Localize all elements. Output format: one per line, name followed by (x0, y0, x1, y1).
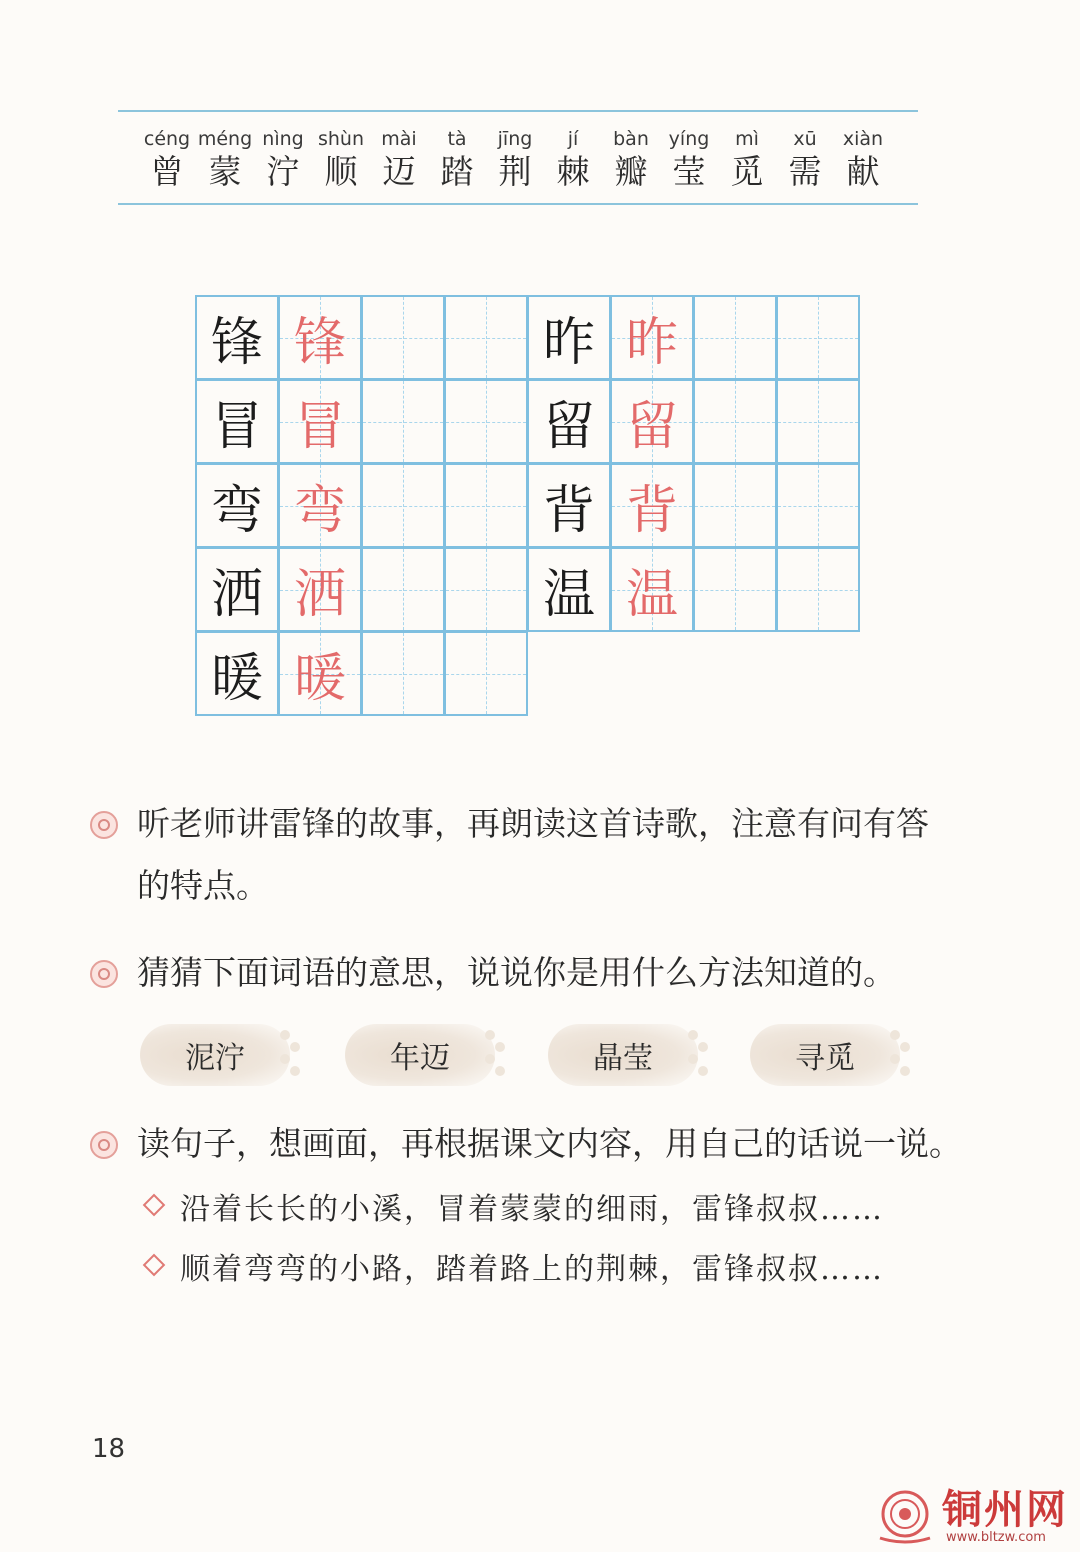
band-top-rule (118, 110, 918, 112)
footprint-toe (495, 1066, 505, 1076)
band-bottom-rule (118, 203, 918, 205)
practice-cell[interactable] (776, 547, 860, 632)
practice-cell[interactable] (776, 379, 860, 464)
practice-cell[interactable] (444, 295, 528, 380)
footprint-toe (900, 1066, 910, 1076)
hanzi: 泞 (266, 152, 300, 191)
sentence-1: 沿着长长的小溪，冒着蒙蒙的细雨，雷锋叔叔…… (180, 1192, 884, 1227)
watermark-url: www.bltzw.com (946, 1530, 1046, 1545)
trace-char-cell (278, 631, 362, 716)
trace-char-cell (278, 379, 362, 464)
hanzi: 棘 (556, 152, 590, 191)
footprint-toe (280, 1054, 290, 1064)
footprint-toe (688, 1030, 698, 1040)
word-footprint: 泥泞 (140, 1024, 290, 1086)
exercise-2-text: 猜猜下面词语的意思，说说你是用什么方法知道的。 (137, 953, 896, 992)
trace-char-cell (610, 379, 694, 464)
pinyin: yíng (668, 128, 710, 150)
practice-cell[interactable] (444, 379, 528, 464)
hanzi: 瓣 (614, 152, 648, 191)
trace-char: 背 (625, 481, 678, 541)
model-char-cell (195, 295, 279, 380)
pinyin: mì (735, 128, 759, 150)
exercise-bullet-icon (90, 960, 118, 988)
model-char: 洒 (210, 565, 263, 625)
model-char-cell (195, 547, 279, 632)
pinyin: bàn (613, 128, 649, 150)
practice-cell[interactable] (444, 631, 528, 716)
practice-cell[interactable] (693, 547, 777, 632)
exercise-bullet-icon (90, 811, 118, 839)
practice-cell[interactable] (444, 463, 528, 548)
model-char: 弯 (210, 481, 263, 541)
footprint-toe (280, 1030, 290, 1040)
pinyin: nìng (262, 128, 304, 150)
pinyin: céng (143, 128, 191, 150)
exercise-bullet-icon (90, 1131, 118, 1159)
trace-char-cell (610, 463, 694, 548)
reading-char (546, 126, 600, 192)
pinyin: tà (447, 128, 467, 150)
model-char: 背 (542, 481, 595, 541)
exercise-1-line-2: 的特点。 (137, 866, 269, 905)
trace-char: 昨 (625, 313, 678, 373)
footprint-toe (890, 1054, 900, 1064)
trace-char: 弯 (293, 481, 346, 541)
footprint-toe (290, 1042, 300, 1052)
reading-char (778, 126, 832, 192)
hanzi: 迈 (382, 152, 416, 191)
pinyin: shùn (317, 128, 365, 150)
practice-cell[interactable] (361, 379, 445, 464)
pinyin: xiàn (842, 128, 884, 150)
footprint-toe (688, 1054, 698, 1064)
reading-char (256, 126, 310, 192)
model-char-cell (527, 295, 611, 380)
exercise-1-line-1: 听老师讲雷锋的故事，再朗读这首诗歌，注意有问有答 (137, 804, 929, 843)
trace-char-cell (278, 463, 362, 548)
practice-cell[interactable] (361, 631, 445, 716)
model-char-cell (195, 463, 279, 548)
trace-char: 暖 (293, 649, 346, 709)
footprint-toe (698, 1042, 708, 1052)
reading-char (720, 126, 774, 192)
word-footprint: 晶莹 (548, 1024, 698, 1086)
page-number: 18 (92, 1434, 126, 1464)
pinyin: jīng (497, 128, 533, 150)
footprint-toe (890, 1030, 900, 1040)
reading-characters (140, 126, 900, 192)
trace-char: 锋 (293, 313, 346, 373)
practice-cell[interactable] (776, 463, 860, 548)
diamond-bullet-icon (143, 1194, 166, 1217)
trace-char-cell (610, 295, 694, 380)
sentence-2: 顺着弯弯的小路，踏着路上的荆棘，雷锋叔叔…… (180, 1252, 884, 1287)
hanzi: 献 (846, 152, 880, 191)
hanzi: 荆 (498, 152, 532, 191)
footprint-toe (485, 1054, 495, 1064)
footprint-toe (495, 1042, 505, 1052)
hanzi: 莹 (672, 152, 706, 191)
footprint-toe (900, 1042, 910, 1052)
hanzi: 需 (788, 152, 822, 191)
model-char: 暖 (210, 649, 263, 709)
practice-cell[interactable] (361, 295, 445, 380)
reading-char (604, 126, 658, 192)
reading-char (198, 126, 252, 192)
reading-char (430, 126, 484, 192)
model-char: 昨 (542, 313, 595, 373)
reading-char (140, 126, 194, 192)
pinyin: mài (381, 128, 417, 150)
practice-cell[interactable] (361, 463, 445, 548)
trace-char-cell (278, 547, 362, 632)
hanzi: 踏 (440, 152, 474, 191)
hanzi: 顺 (324, 152, 358, 191)
hanzi: 曾 (150, 152, 184, 191)
pinyin: méng (197, 128, 253, 150)
diamond-bullet-icon (143, 1254, 166, 1277)
reading-char (836, 126, 890, 192)
hanzi: 觅 (730, 152, 764, 191)
hanzi: 蒙 (208, 152, 242, 191)
practice-cell[interactable] (776, 295, 860, 380)
reading-char (314, 126, 368, 192)
watermark-name: 铜州网 (942, 1486, 1068, 1533)
practice-cell[interactable] (444, 547, 528, 632)
trace-char: 温 (625, 565, 678, 625)
trace-char: 冒 (293, 397, 346, 457)
practice-cell[interactable] (693, 463, 777, 548)
model-char-cell (527, 379, 611, 464)
watermark-logo-icon (876, 1488, 934, 1546)
reading-char (372, 126, 426, 192)
practice-cell[interactable] (361, 547, 445, 632)
model-char: 留 (542, 397, 595, 457)
footprint-toe (290, 1066, 300, 1076)
trace-char-cell (278, 295, 362, 380)
practice-cell[interactable] (693, 295, 777, 380)
writing-grid (195, 295, 861, 716)
model-char: 温 (542, 565, 595, 625)
footprint-toe (698, 1066, 708, 1076)
pinyin: xū (793, 128, 817, 150)
reading-char (488, 126, 542, 192)
word-footprint: 寻觅 (750, 1024, 900, 1086)
reading-char (662, 126, 716, 192)
trace-char: 留 (625, 397, 678, 457)
word-footprint: 年迈 (345, 1024, 495, 1086)
model-char-cell (195, 379, 279, 464)
trace-char: 洒 (293, 565, 346, 625)
pinyin: jí (567, 128, 579, 150)
exercise-3-text: 读句子，想画面，再根据课文内容，用自己的话说一说。 (137, 1124, 962, 1163)
trace-char-cell (610, 547, 694, 632)
model-char-cell (195, 631, 279, 716)
model-char-cell (527, 547, 611, 632)
model-char: 冒 (210, 397, 263, 457)
model-char-cell (527, 463, 611, 548)
practice-cell[interactable] (693, 379, 777, 464)
model-char: 锋 (210, 313, 263, 373)
footprint-toe (485, 1030, 495, 1040)
